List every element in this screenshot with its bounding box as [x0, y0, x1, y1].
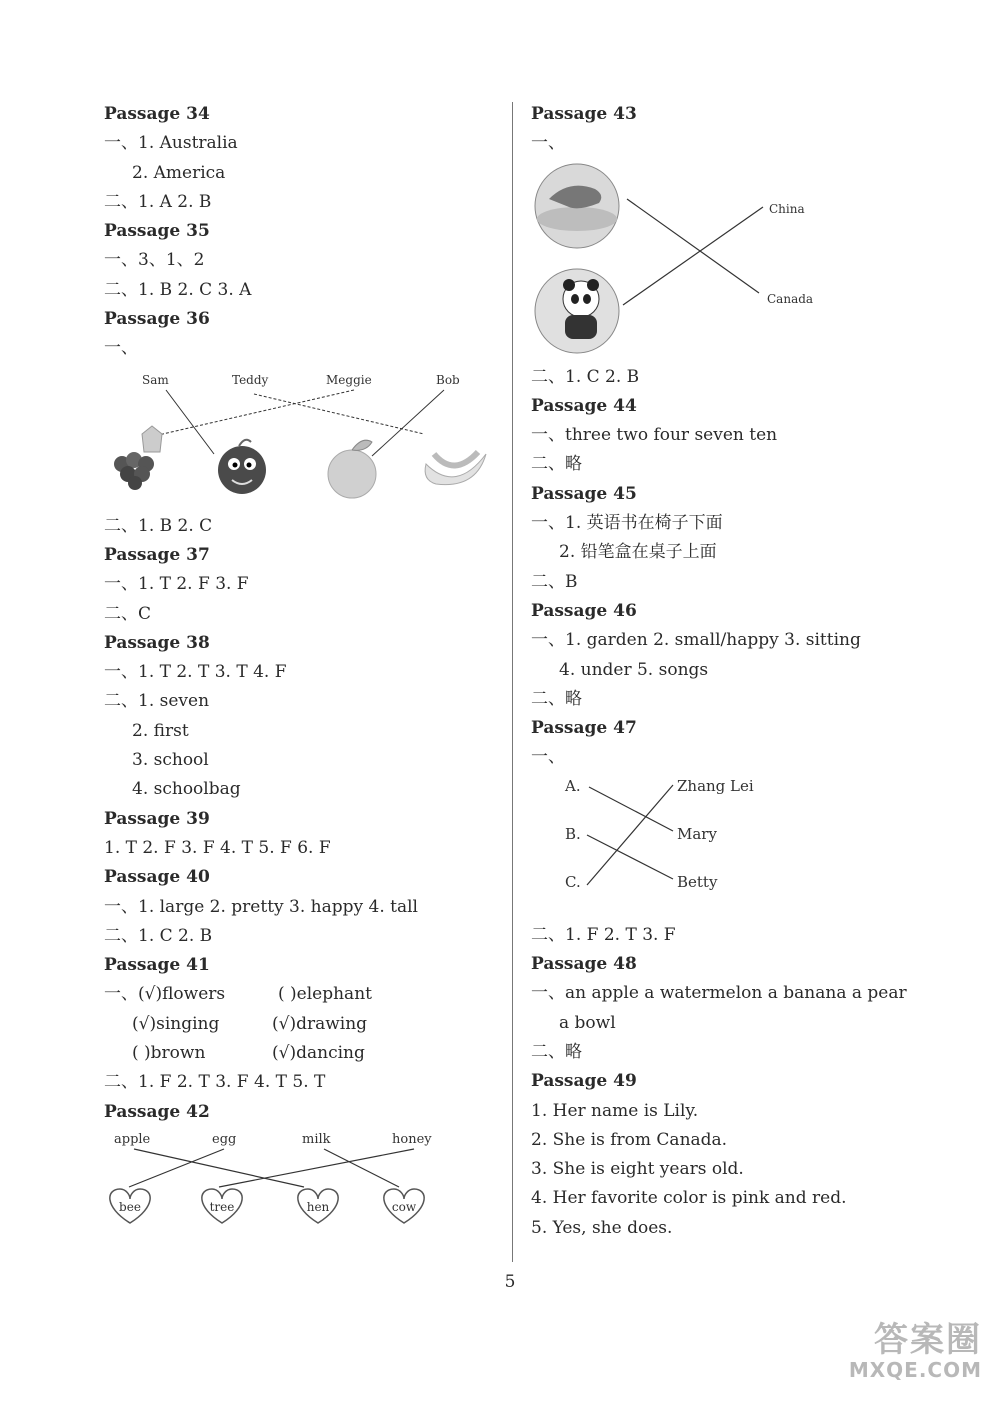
p37-line: 一、1. T 2. F 3. F	[104, 574, 249, 595]
p47-letter-label: C.	[565, 872, 581, 891]
passage-34-title: Passage 34	[104, 104, 210, 124]
p38-line: 二、1. seven	[104, 691, 210, 712]
p47-line: 二、1. F 2. T 3. F	[531, 924, 676, 945]
p42-heart-label: cow	[391, 1199, 417, 1214]
p41-prefix: 一、	[104, 984, 138, 1005]
p48-line: a bowl	[559, 1012, 616, 1033]
p41-option: ( )brown	[132, 1043, 206, 1064]
p36-match-line	[372, 390, 444, 456]
page-number: 5	[504, 1272, 516, 1292]
p42-word-label: milk	[302, 1131, 331, 1147]
p49-answer: 4. Her favorite color is pink and red.	[531, 1188, 847, 1209]
p49-answer: 1. Her name is Lily.	[531, 1100, 699, 1121]
p48-line: 二、略	[531, 1041, 582, 1062]
p42-heart-label: tree	[209, 1199, 235, 1214]
watermark-url: MXQE.COM	[848, 1358, 982, 1382]
passage-46-title: Passage 46	[531, 600, 637, 621]
p47-match-line	[587, 835, 673, 879]
heart-icon	[384, 1189, 424, 1223]
passage-41-title: Passage 41	[104, 955, 210, 976]
p46-line: 二、略	[531, 688, 582, 709]
column-divider	[512, 102, 513, 1262]
p36-matching-figure	[104, 364, 499, 512]
p35-line: 一、3、1、2	[104, 250, 205, 271]
banana-icon	[425, 452, 486, 485]
p38-line: 一、1. T 2. T 3. T 4. F	[104, 662, 287, 683]
p47-match-line	[587, 785, 673, 885]
p41-option: ( )elephant	[278, 984, 372, 1005]
p38-line: 3. school	[132, 750, 209, 771]
p47-letter-label: A.	[565, 776, 581, 795]
heart-icon	[110, 1189, 150, 1223]
p41-option: (√)drawing	[272, 1013, 368, 1034]
p42-match-line	[219, 1149, 414, 1187]
p49-answer: 3. She is eight years old.	[531, 1159, 744, 1180]
p41-checklist-row	[104, 1039, 499, 1068]
p47-line: 一、	[531, 747, 565, 768]
p47-letter-label: B.	[565, 824, 581, 843]
p41-option: (√)singing	[132, 1013, 220, 1034]
p41-checklist-row	[104, 980, 499, 1009]
p34-line: 一、1. Australia	[104, 133, 238, 154]
p48-line: 一、an apple a watermelon a banana a pear	[531, 983, 907, 1004]
watermark-logo-text: 答案圈	[874, 1320, 982, 1360]
passage-39-title: Passage 39	[104, 808, 210, 829]
heart-icon	[202, 1189, 242, 1223]
p44-line: 二、略	[531, 454, 582, 475]
panda-globe-icon	[535, 269, 619, 353]
passage-35-title: Passage 35	[104, 221, 210, 242]
p47-name-label: Mary	[677, 824, 717, 843]
p42-match-line	[134, 1149, 304, 1187]
p41-option: (√)flowers	[138, 984, 226, 1005]
kangaroo-globe-icon	[535, 164, 619, 248]
p45-line: 一、1. 英语书在椅子下面	[531, 513, 723, 534]
passage-44-title: Passage 44	[531, 395, 637, 416]
passage-49-title: Passage 49	[531, 1071, 637, 1092]
passage-43-title: Passage 43	[531, 104, 637, 124]
left-column	[104, 100, 499, 1227]
p43-line: 二、1. C 2. B	[531, 366, 640, 387]
p43-matching-figure	[531, 159, 951, 363]
p43-country-label: Canada	[767, 291, 814, 306]
p36-name-label: Teddy	[232, 372, 269, 387]
p39-line: 1. T 2. F 3. F 4. T 5. F 6. F	[104, 837, 331, 858]
passage-38-title: Passage 38	[104, 632, 210, 653]
passage-47-title: Passage 47	[531, 718, 637, 739]
p47-name-label: Betty	[677, 872, 718, 891]
p45-line: 2. 铅笔盒在桌子上面	[559, 542, 717, 563]
p42-matching-figure	[104, 1127, 499, 1227]
passage-36-title: Passage 36	[104, 309, 210, 330]
passage-48-title: Passage 48	[531, 954, 637, 975]
p43-country-label: China	[769, 201, 805, 216]
p40-line: 二、1. C 2. B	[104, 925, 213, 946]
p41-option: (√)dancing	[272, 1043, 365, 1064]
p38-line: 4. schoolbag	[132, 779, 241, 800]
p34-line: 2. America	[132, 162, 226, 183]
p37-line: 二、C	[104, 603, 152, 624]
p42-word-label: egg	[212, 1131, 237, 1147]
p43-match-line	[627, 199, 759, 293]
p36-match-line	[254, 394, 424, 434]
grapes-icon	[114, 426, 162, 490]
passage-40-title: Passage 40	[104, 867, 210, 888]
p49-answer: 5. Yes, she does.	[531, 1217, 673, 1238]
p46-line: 4. under 5. songs	[559, 659, 709, 680]
p36-line: 二、1. B 2. C	[104, 515, 213, 536]
apple-icon	[218, 439, 266, 493]
passage-45-title: Passage 45	[531, 483, 637, 504]
p47-matching-figure	[531, 773, 951, 921]
p43-line: 一、	[531, 133, 565, 154]
p42-match-line	[129, 1149, 224, 1187]
heart-icon	[298, 1189, 338, 1223]
p35-line: 二、1. B 2. C 3. A	[104, 279, 252, 300]
p43-match-line	[623, 207, 763, 305]
p36-match-line	[166, 390, 214, 454]
p38-line: 2. first	[132, 720, 189, 741]
p47-match-line	[589, 787, 673, 831]
p36-match-line	[154, 390, 354, 436]
orange-icon	[328, 440, 376, 498]
p40-line: 一、1. large 2. pretty 3. happy 4. tall	[104, 896, 418, 917]
p49-answer: 2. She is from Canada.	[531, 1129, 728, 1150]
p42-heart-label: bee	[119, 1199, 141, 1214]
passage-42-title: Passage 42	[104, 1101, 210, 1122]
p36-name-label: Bob	[436, 372, 460, 387]
p36-line: 一、	[104, 338, 138, 359]
p36-name-label: Meggie	[326, 372, 372, 387]
p42-heart-label: hen	[306, 1199, 330, 1214]
p36-name-label: Sam	[142, 372, 169, 387]
p42-word-label: apple	[114, 1131, 151, 1147]
p47-name-label: Zhang Lei	[677, 776, 754, 795]
p45-line: 二、B	[531, 571, 578, 592]
p34-line: 二、1. A 2. B	[104, 191, 212, 212]
p41-checklist-row	[104, 1010, 499, 1039]
p44-line: 一、three two four seven ten	[531, 425, 778, 446]
passage-37-title: Passage 37	[104, 544, 210, 565]
right-column	[531, 100, 951, 1243]
p41-line: 二、1. F 2. T 3. F 4. T 5. T	[104, 1072, 326, 1093]
p42-word-label: honey	[392, 1131, 432, 1147]
p46-line: 一、1. garden 2. small/happy 3. sitting	[531, 630, 861, 651]
watermark	[832, 1322, 982, 1384]
